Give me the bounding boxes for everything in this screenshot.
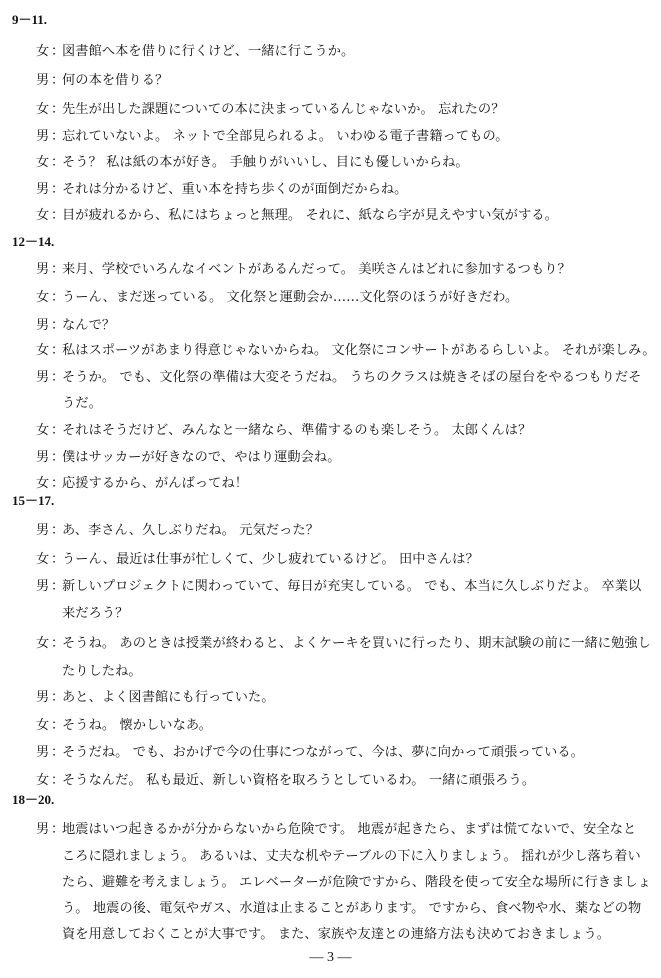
- dialogue-text: 忘れていないよ。 ネットで全部見られるよ。 いわゆる電子書籍ってもの。: [62, 129, 509, 144]
- speaker-label: 女: [36, 290, 50, 305]
- speaker-label: 男: [36, 129, 50, 144]
- dialogue-text: 応援するから、がんばってね！: [62, 476, 249, 491]
- speaker-colon: ：: [51, 552, 65, 567]
- dialogue-text: 私はスポーツがあまり得意じゃないからね。 文化祭にコンサートがあるらしいよ。 それが楽しみ。: [62, 343, 656, 358]
- section-label: 12－14.: [12, 234, 55, 249]
- dialogue-text: そうだね。 でも、おかげで今の仕事につながって、今は、夢に向かって頑張っている。: [62, 745, 584, 760]
- speaker-label: 男: [36, 318, 50, 333]
- speaker-label: 女: [36, 636, 50, 651]
- section-label: 18－20.: [12, 792, 55, 807]
- speaker-colon: ：: [51, 262, 65, 277]
- speaker-colon: ：: [51, 208, 65, 223]
- speaker-label: 男: [36, 822, 50, 837]
- page-number: — 3 —: [309, 950, 352, 965]
- dialogue-text: 先生が出した課題についての本に決まっているんじゃないか。 忘れたの？: [62, 102, 505, 117]
- speaker-colon: ：: [51, 73, 65, 88]
- dialogue-text: 新しいプロジェクトに関わっていて、毎日が充実している。 でも、本当に久しぶりだよ。 卒業以: [62, 579, 642, 594]
- speaker-colon: ：: [51, 155, 65, 170]
- dialogue-text: 来月、学校でいろんなイベントがあるんだって。 美咲さんはどれに参加するつもり？: [62, 262, 571, 277]
- speaker-colon: ：: [51, 690, 65, 705]
- dialogue-text: うーん、最近は仕事が忙しくて、少し疲れているけど。 田中さんは？: [62, 552, 479, 567]
- speaker-colon: ：: [51, 129, 65, 144]
- dialogue-text: ころに隠れましょう。 あるいは、丈夫な机やテーブルの下に入りましょう。 揺れが少し落ち着い: [62, 849, 641, 864]
- dialogue-text: 目が疲れるから、私にはちょっと無理。 それに、紙なら字が見えやすい気がする。: [62, 208, 558, 223]
- dialogue-text: たりしたね。: [62, 664, 142, 679]
- dialogue-text: それはそうだけど、みんなと一緒なら、準備するのも楽しそう。 太郎くんは？: [62, 423, 532, 438]
- dialogue-text: 何の本を借りる？: [62, 73, 169, 88]
- section-label: 15－17.: [12, 493, 55, 508]
- dialogue-text: そうね。 懐かしいなあ。: [62, 718, 212, 733]
- speaker-colon: ：: [51, 343, 65, 358]
- dialogue-text: 図書館へ本を借りに行くけど、一緒に行こうか。: [62, 44, 355, 59]
- dialogue-text: あと、よく図書館にも行っていた。: [62, 690, 275, 705]
- dialogue-text: う。 地震の後、電気やガス、水道は止まることがあります。 ですから、食べ物や水、薬などの物: [62, 901, 642, 916]
- dialogue-text: そうね。 あのときは授業が終わると、よくケーキを買いに行ったり、期末試験の前に一緒に勉強し: [62, 636, 651, 651]
- speaker-colon: ：: [51, 182, 65, 197]
- speaker-label: 男: [36, 370, 50, 385]
- dialogue-text: 来だろう？: [62, 606, 129, 621]
- speaker-label: 女: [36, 552, 50, 567]
- dialogue-text: そう？ 私は紙の本が好き。 手触りがいいし、目にも優しいからね。: [62, 155, 469, 170]
- speaker-label: 女: [36, 44, 50, 59]
- dialogue-text: そうか。 でも、文化祭の準備は大変そうだね。 うちのクラスは焼きそばの屋台をやるつもりだそ: [62, 370, 642, 385]
- speaker-colon: ：: [51, 102, 65, 117]
- speaker-label: 女: [36, 423, 50, 438]
- speaker-label: 男: [36, 450, 50, 465]
- speaker-colon: ：: [51, 476, 65, 491]
- speaker-label: 女: [36, 476, 50, 491]
- speaker-colon: ：: [51, 318, 65, 333]
- dialogue-text: あ、李さん、久しぶりだね。 元気だった？: [62, 523, 320, 538]
- dialogue-text: 資を用意しておくことが大事です。 また、家族や友達との連絡方法も決めておきましょう。: [62, 927, 611, 942]
- dialogue-text: 地震はいつ起きるかが分からないから危険です。 地震が起きたら、まずは慌てないで、安全なと: [62, 822, 637, 837]
- speaker-label: 男: [36, 745, 50, 760]
- speaker-label: 男: [36, 262, 50, 277]
- dialogue-text: それは分かるけど、重い本を持ち歩くのが面倒だからね。: [62, 182, 408, 197]
- section-label: 9－11.: [12, 12, 48, 27]
- dialogue-text: うだ。: [62, 396, 102, 411]
- speaker-label: 男: [36, 523, 50, 538]
- speaker-label: 女: [36, 773, 50, 788]
- dialogue-text: うーん、まだ迷っている。 文化祭と運動会か……文化祭のほうが好きだわ。: [62, 290, 519, 305]
- speaker-colon: ：: [51, 745, 65, 760]
- speaker-colon: ：: [51, 290, 65, 305]
- speaker-colon: ：: [51, 370, 65, 385]
- dialogue-text: 僕はサッカーが好きなので、やはり運動会ね。: [62, 450, 341, 465]
- speaker-label: 男: [36, 73, 50, 88]
- speaker-label: 女: [36, 155, 50, 170]
- speaker-colon: ：: [51, 423, 65, 438]
- speaker-label: 男: [36, 579, 50, 594]
- speaker-label: 女: [36, 718, 50, 733]
- speaker-colon: ：: [51, 636, 65, 651]
- speaker-colon: ：: [51, 450, 65, 465]
- dialogue-text: なんで？: [62, 318, 116, 333]
- speaker-colon: ：: [51, 523, 65, 538]
- speaker-colon: ：: [51, 579, 65, 594]
- speaker-label: 女: [36, 208, 50, 223]
- speaker-label: 男: [36, 182, 50, 197]
- speaker-label: 男: [36, 690, 50, 705]
- speaker-label: 女: [36, 343, 50, 358]
- speaker-colon: ：: [51, 44, 65, 59]
- speaker-colon: ：: [51, 718, 65, 733]
- speaker-colon: ：: [51, 822, 65, 837]
- dialogue-text: そうなんだ。 私も最近、新しい資格を取ろうとしているわ。 一緒に頑張ろう。: [62, 773, 536, 788]
- dialogue-text: たら、避難を考えましょう。 エレベーターが危険ですから、階段を使って安全な場所に行きましょ: [62, 875, 651, 890]
- speaker-label: 女: [36, 102, 50, 117]
- speaker-colon: ：: [51, 773, 65, 788]
